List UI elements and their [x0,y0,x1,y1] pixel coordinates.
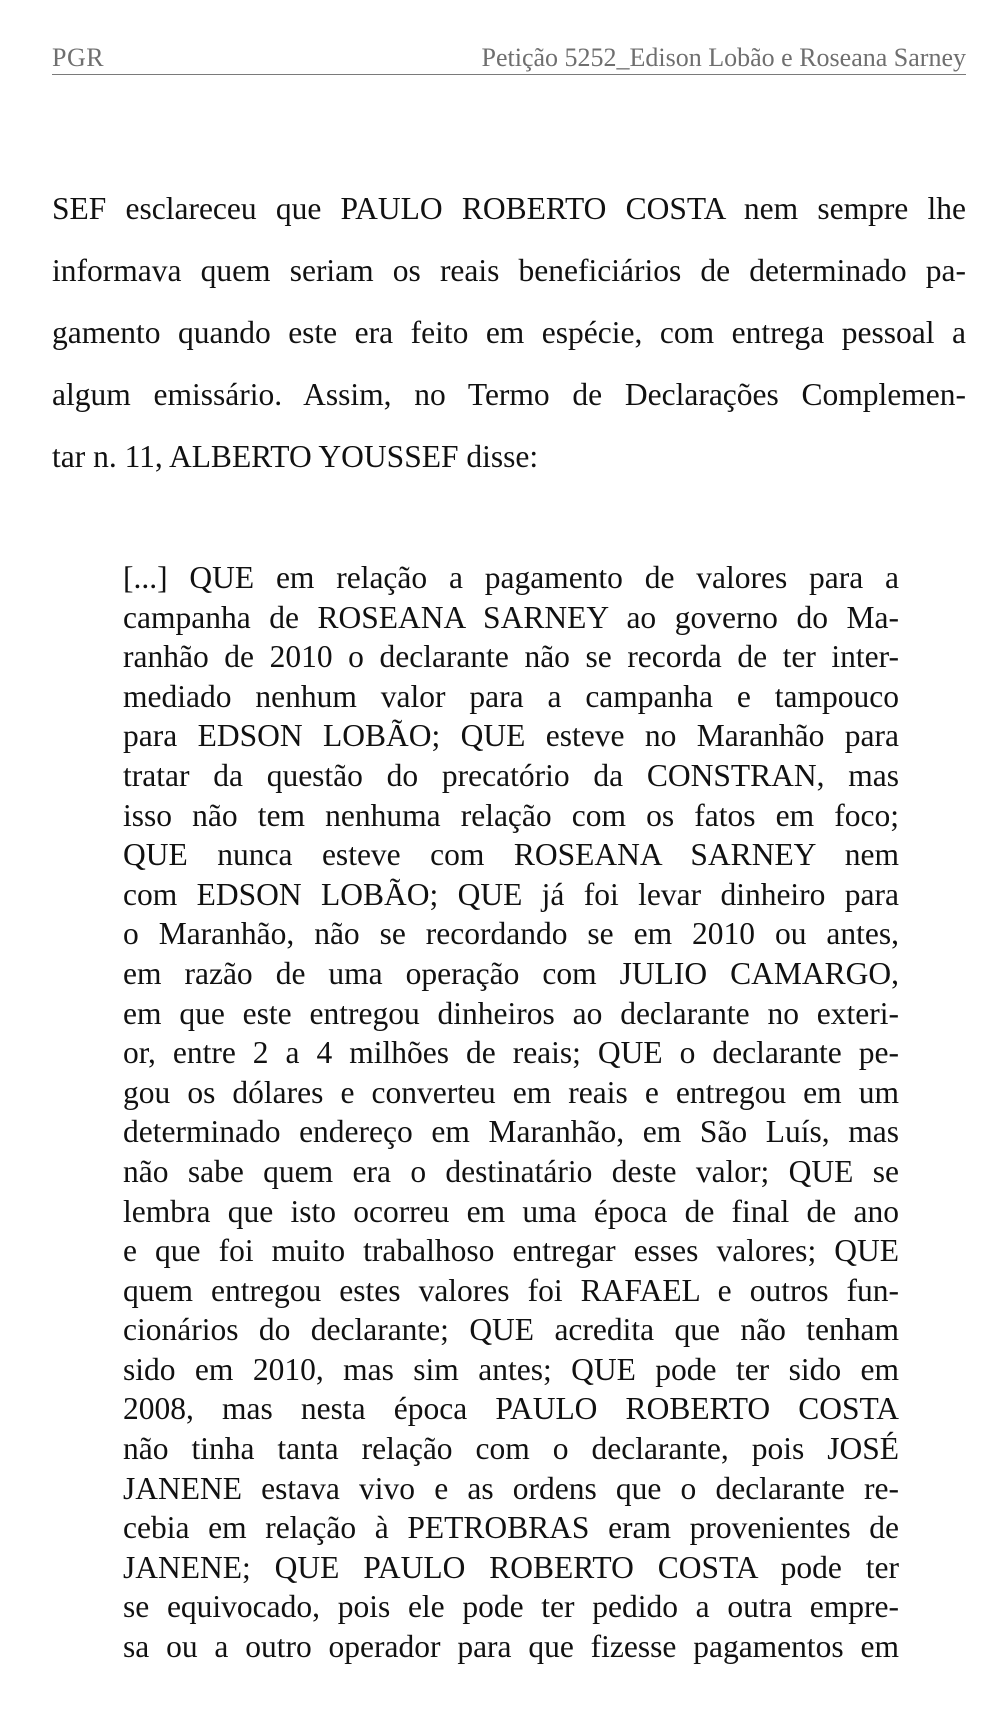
quote-line: or, entre 2 a 4 milhões de reais; QUE o declarante pe- [123,1035,899,1071]
quote-line: não sabe quem era o destinatário deste valor; QUE se [123,1153,899,1189]
quote-line: gou os dólares e converteu em reais e entregou em um [123,1074,899,1110]
quote-line: lembra que isto ocorreu em uma época de final de ano [123,1193,899,1229]
quote-line: para EDSON LOBÃO; QUE esteve no Maranhão para [123,718,899,754]
paragraph-line: gamento quando este era feito em espécie, com entrega pessoal a [52,315,966,350]
paragraph-line: informava quem seriam os reais beneficiários de determinado pa- [52,253,966,288]
quote-line: JANENE estava vivo e as ordens que o declarante re- [123,1470,899,1506]
quote-line: quem entregou estes valores foi RAFAEL e outros fun- [123,1272,899,1308]
quote-line: o Maranhão, não se recordando se em 2010 ou antes, [123,916,899,952]
quote-line: cionários do declarante; QUE acredita que não tenham [123,1312,899,1348]
body-paragraph [52,178,966,488]
quote-line: mediado nenhum valor para a campanha e tampouco [123,678,899,714]
quote-line: isso não tem nenhuma relação com os fatos em foco; [123,797,899,833]
quote-line: cebia em relação à PETROBRAS eram provenientes de [123,1510,899,1546]
quote-line: JANENE; QUE PAULO ROBERTO COSTA pode ter [123,1549,899,1585]
block-quote [123,558,899,1667]
paragraph-line: SEF esclareceu que PAULO ROBERTO COSTA nem sempre lhe [52,191,966,226]
quote-line: sa ou a outro operador para que fizesse pagamentos em [123,1629,899,1665]
header-document-title: Petição 5252_Edison Lobão e Roseana Sarney [481,43,966,72]
quote-line: e que foi muito trabalhoso entregar esses valores; QUE [123,1233,899,1269]
quote-line: QUE nunca esteve com ROSEANA SARNEY nem [123,837,899,873]
quote-line: em que este entregou dinheiros ao declarante no exteri- [123,995,899,1031]
quote-line: [...] QUE em relação a pagamento de valores para a [123,560,899,595]
quote-line: se equivocado, pois ele pode ter pedido a outra empre- [123,1589,899,1625]
quote-line: sido em 2010, mas sim antes; QUE pode ter sido em [123,1351,899,1387]
quote-line: ranhão de 2010 o declarante não se recorda de ter inter- [123,639,899,675]
quote-line: com EDSON LOBÃO; QUE já foi levar dinheiro para [123,876,899,912]
header-org-label: PGR [52,43,105,72]
quote-line: 2008, mas nesta época PAULO ROBERTO COSTA [123,1391,899,1427]
quote-line: não tinha tanta relação com o declarante, pois JOSÉ [123,1431,899,1467]
quote-line: tratar da questão do precatório da CONSTRAN, mas [123,757,899,793]
quote-line: campanha de ROSEANA SARNEY ao governo do Ma- [123,599,899,635]
page-header [52,40,966,75]
paragraph-line: algum emissário. Assim, no Termo de Declarações Complemen- [52,377,966,412]
paragraph-line: tar n. 11, ALBERTO YOUSSEF disse: [52,439,539,474]
quote-line: em razão de uma operação com JULIO CAMARGO, [123,955,899,991]
quote-line: determinado endereço em Maranhão, em São Luís, mas [123,1114,899,1150]
